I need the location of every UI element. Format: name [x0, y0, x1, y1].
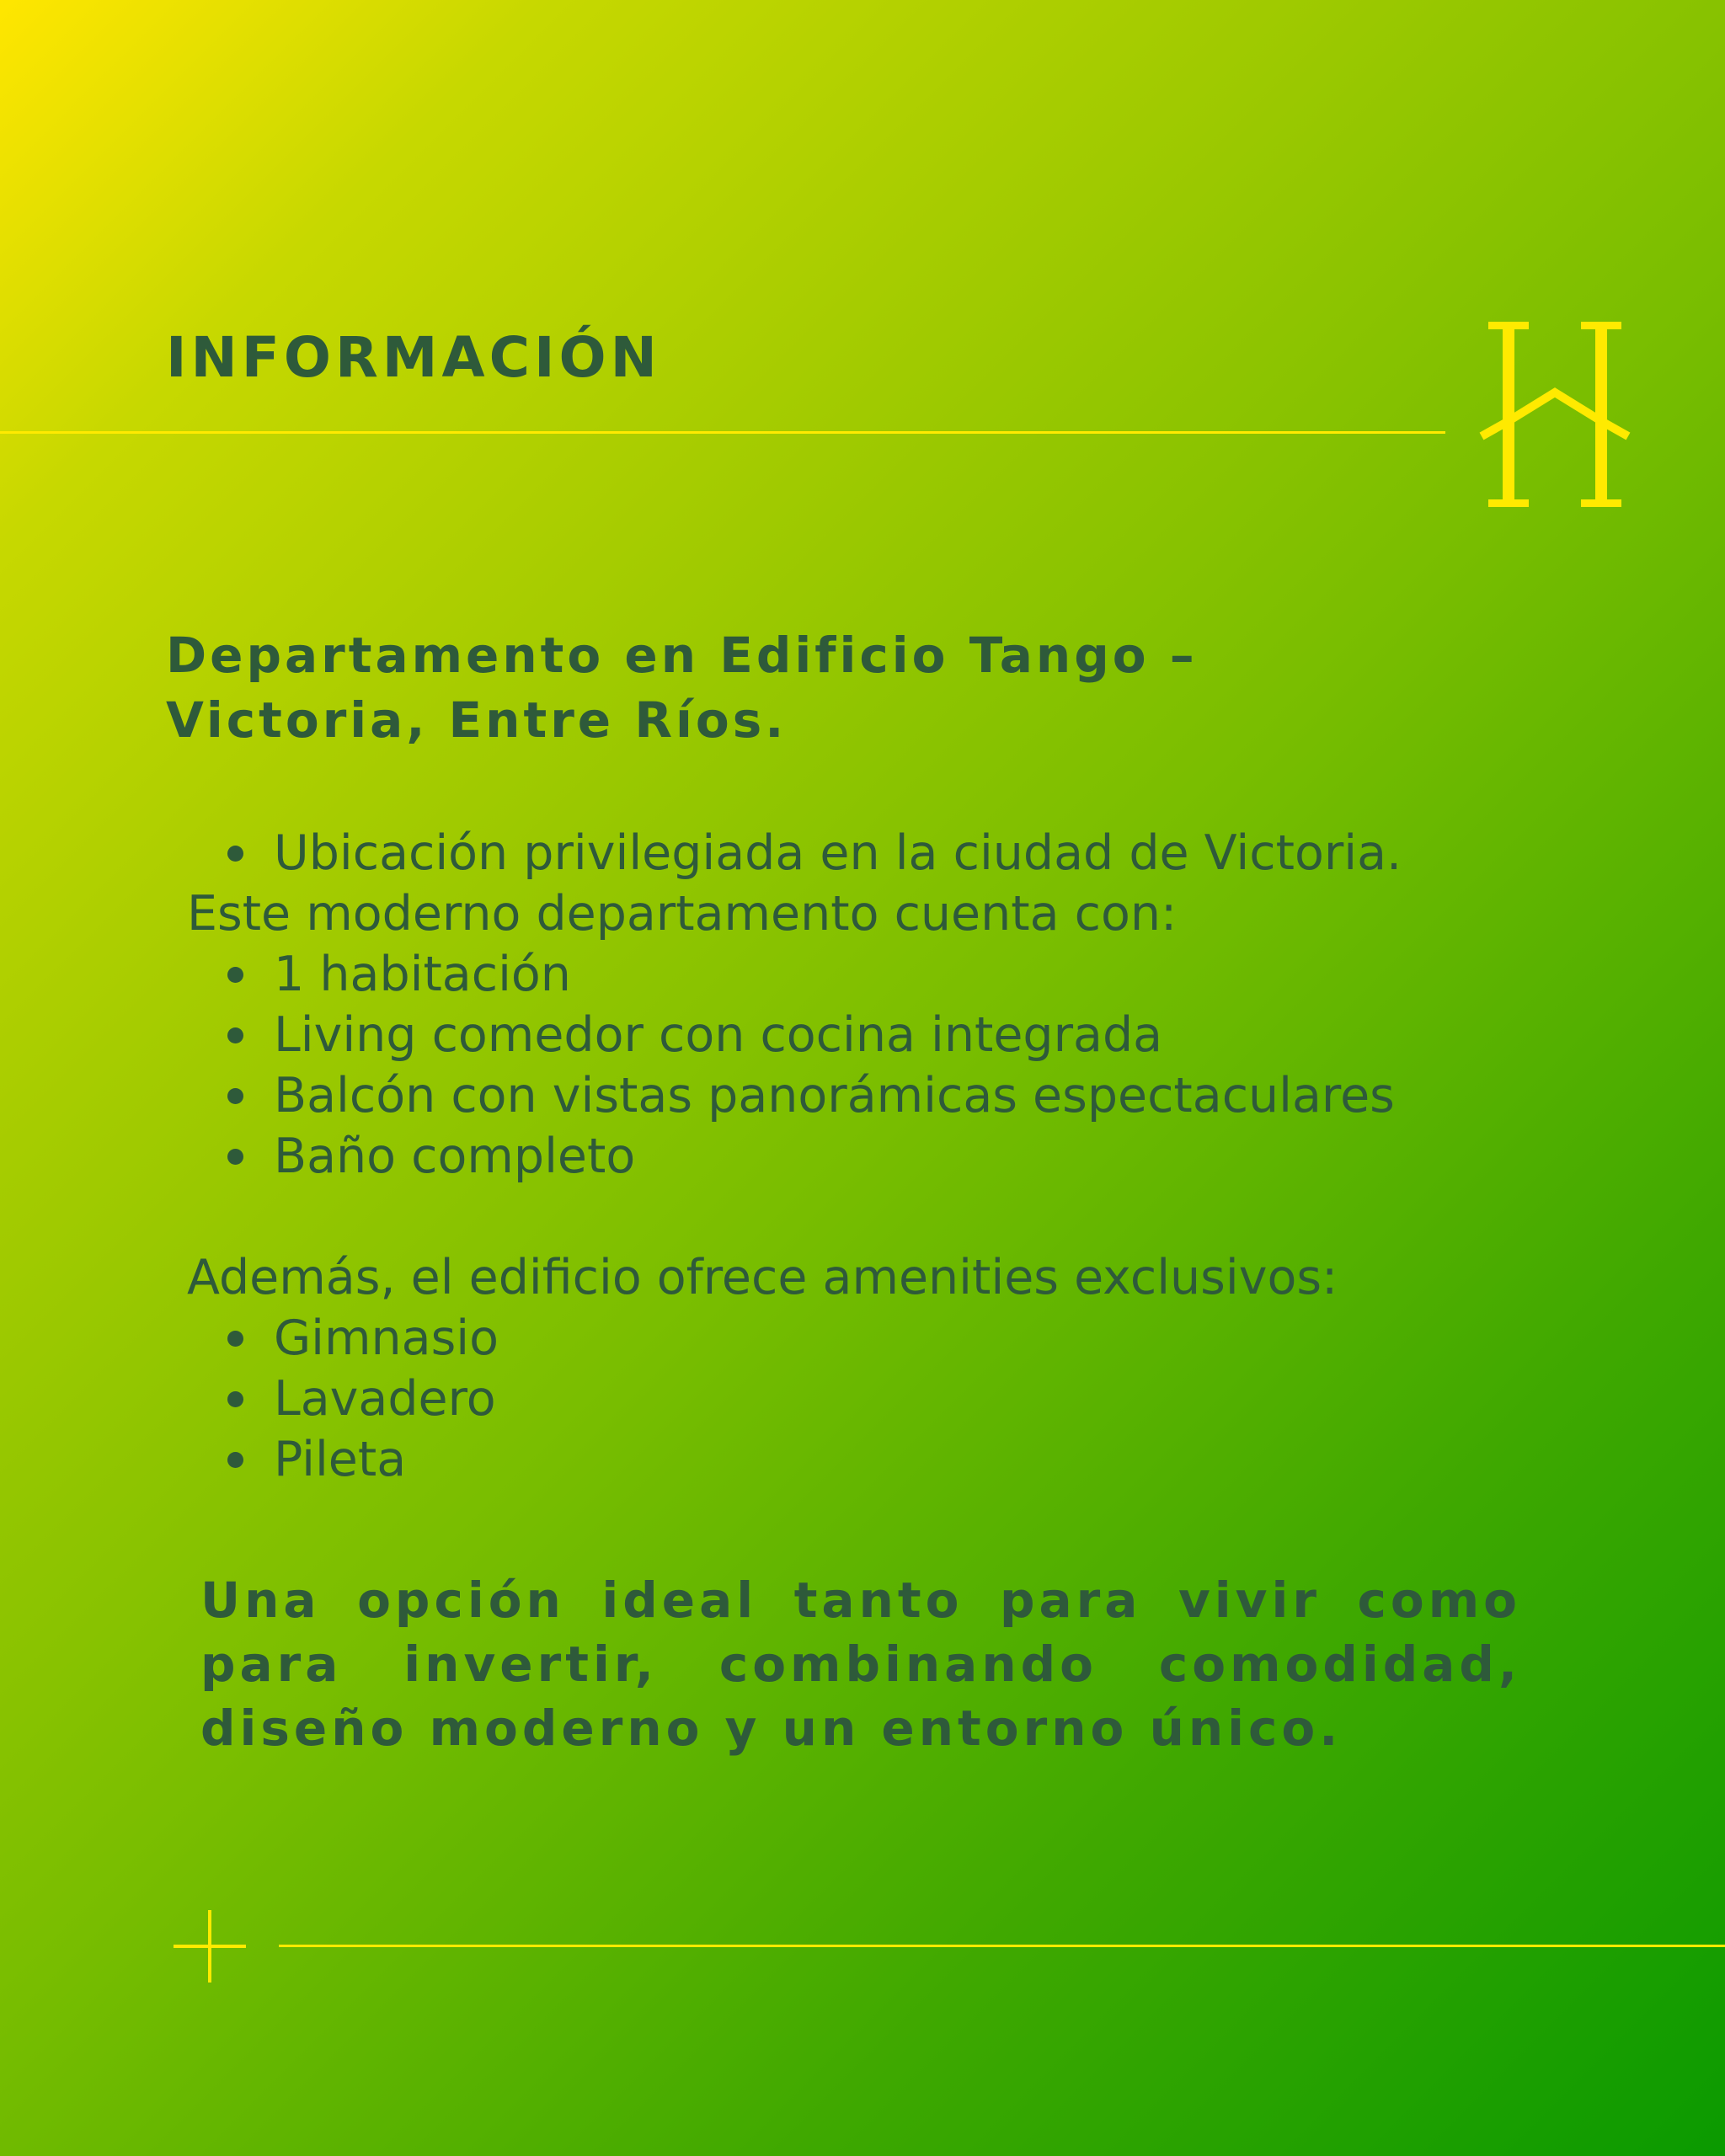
bullet-icon [227, 846, 243, 862]
h-monogram-icon [1478, 318, 1632, 512]
amenities-list [187, 1308, 1568, 1490]
list-item-text: Gimnasio [274, 1310, 499, 1366]
list-item-text: 1 habitación [274, 947, 571, 1002]
list-item [187, 944, 1568, 1005]
features-intro: Este moderno departamento cuenta con: [187, 886, 1178, 942]
closing-text: Una opción ideal tanto para vivir como para invertir, combinando comodidad, diseño moderno y un entorno único. [200, 1572, 1521, 1757]
bullet-icon [227, 1027, 243, 1043]
subtitle [166, 623, 1345, 753]
features-list [187, 944, 1568, 1187]
list-item [187, 823, 1568, 883]
amenities-intro: Además, el edificio ofrece amenities exclusivos: [187, 1250, 1338, 1305]
list-item [187, 1429, 1568, 1490]
bullet-icon [227, 1149, 243, 1165]
list-item-text: Baño completo [274, 1129, 636, 1184]
list-item [187, 1065, 1568, 1126]
spacer [187, 1187, 1568, 1247]
list-item-text: Balcón con vistas panorámicas espectaculares [274, 1068, 1395, 1123]
subtitle-line-2: Victoria, Entre Ríos. [166, 691, 788, 749]
list-item [187, 1308, 1568, 1369]
content [187, 823, 1568, 1490]
location-list [187, 823, 1568, 883]
list-item-text: Living comedor con cocina integrada [274, 1007, 1163, 1063]
bullet-icon [227, 1088, 243, 1104]
top-divider [0, 431, 1445, 434]
list-item-text: Lavadero [274, 1371, 496, 1427]
list-item [187, 1369, 1568, 1429]
bottom-divider [279, 1945, 1725, 1947]
list-item-text: Ubicación privilegiada en la ciudad de Victoria. [274, 825, 1402, 881]
bullet-icon [227, 967, 243, 983]
list-item [187, 1005, 1568, 1065]
bullet-icon [227, 1331, 243, 1347]
subtitle-line-1: Departamento en Edificio Tango – [166, 627, 1198, 684]
header-title: INFORMACIÓN [166, 325, 661, 390]
list-item [187, 1126, 1568, 1187]
list-item-text: Pileta [274, 1432, 407, 1487]
bullet-icon [227, 1452, 243, 1468]
bullet-icon [227, 1391, 243, 1407]
cross-icon [172, 1908, 248, 1984]
